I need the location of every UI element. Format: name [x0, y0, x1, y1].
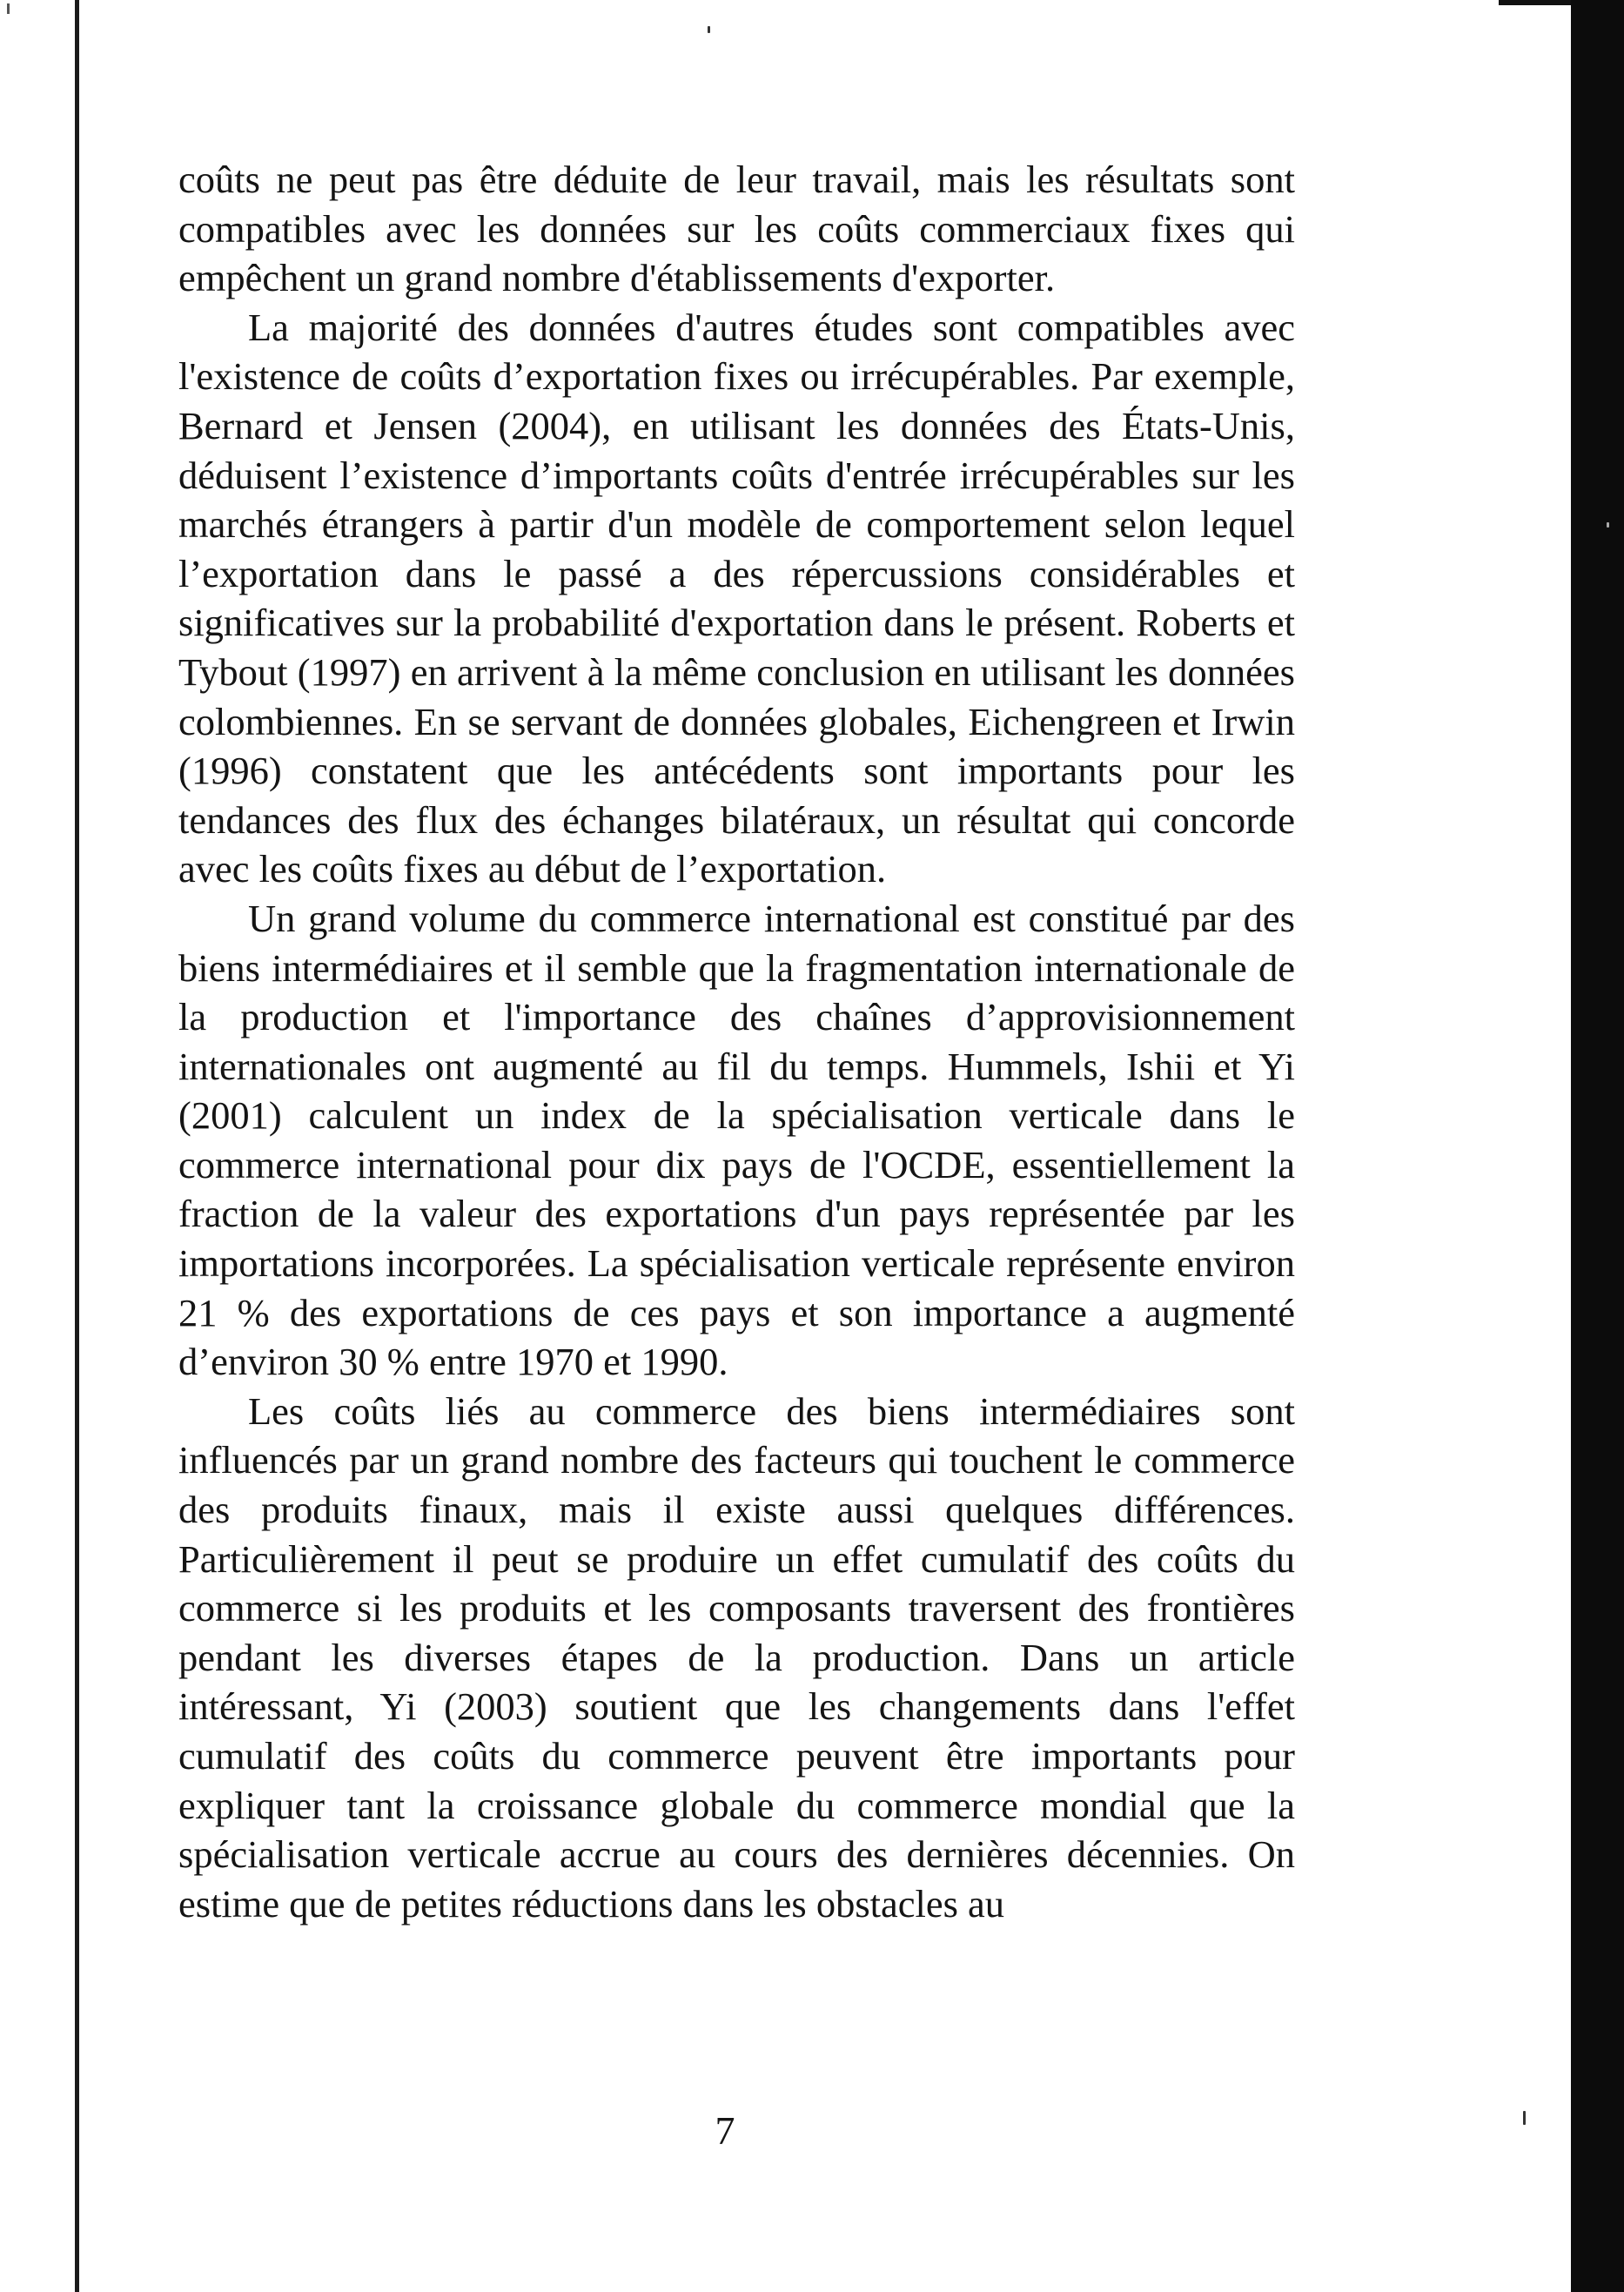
page-number-container	[0, 2107, 1624, 2155]
paragraph: coûts ne peut pas être déduite de leur travail, mais les résultats sont compatibles avec les données sur les coûts commerciaux fixes qui empêchent un grand nombre d'établissements d'exporter.	[178, 158, 1295, 300]
scan-shadow-right	[1571, 0, 1624, 2292]
paragraph: La majorité des données d'autres études sont compatibles avec l'existence de coûts d’exportation fixes ou irrécupérables. Par exemple, Bernard et Jensen (2004), en utilisant les données des États-Unis, déduisent l’existence d’importants coûts d'entrée irrécupérables sur les marchés étrangers à partir d'un modèle de comportement selon lequel l’exportation dans le passé a des répercussions considérables et significatives sur la probabilité d'exportation dans le présent. Roberts et Tybout (1997) en arrivent à la même conclusion en utilisant les données colombiennes. En se servant de données globales, Eichengreen et Irwin (1996) constatent que les antécédents sont importants pour les tendances des flux des échanges bilatéraux, un résultat qui concorde avec les coûts fixes au début de l’exportation.	[178, 305, 1295, 891]
binding-edge	[75, 0, 79, 2292]
scan-speck	[708, 26, 710, 33]
paragraph: Les coûts liés au commerce des biens intermédiaires sont influencés par un grand nombre des facteurs qui touchent le commerce des produits finaux, mais il existe aussi quelques différences. Particulièrement il peut se produire un effet cumulatif des coûts du commerce si les produits et les composants traversent des frontières pendant les diverses étapes de la production. Dans un article intéressant, Yi (2003) soutient que les changements dans l'effet cumulatif des coûts du commerce peuvent être importants pour expliquer tant la croissance globale du commerce mondial que la spécialisation verticale accrue au cours des dernières décennies. On estime que de petites réductions dans les obstacles au	[178, 1388, 1295, 1926]
page-number: 7	[715, 2108, 735, 2153]
scan-speck	[1607, 522, 1609, 528]
document-body	[178, 155, 1295, 1928]
scan-mark	[7, 3, 10, 14]
paragraph: Un grand volume du commerce international est constitué par des biens intermédiaires et il semble que la fragmentation internationale de la production et l'importance des chaînes d’approvisionnement internationales ont augmenté au fil du temps. Hummels, Ishii et Yi (2001) calculent un index de la spécialisation verticale dans le commerce international pour dix pays de l'OCDE, essentiellement la fraction de la valeur des exportations d'un pays représentée par les importations incorporées. La spécialisation verticale représente environ 21 % des exportations de ces pays et son importance a augmenté d’environ 30 % entre 1970 et 1990.	[178, 896, 1295, 1384]
